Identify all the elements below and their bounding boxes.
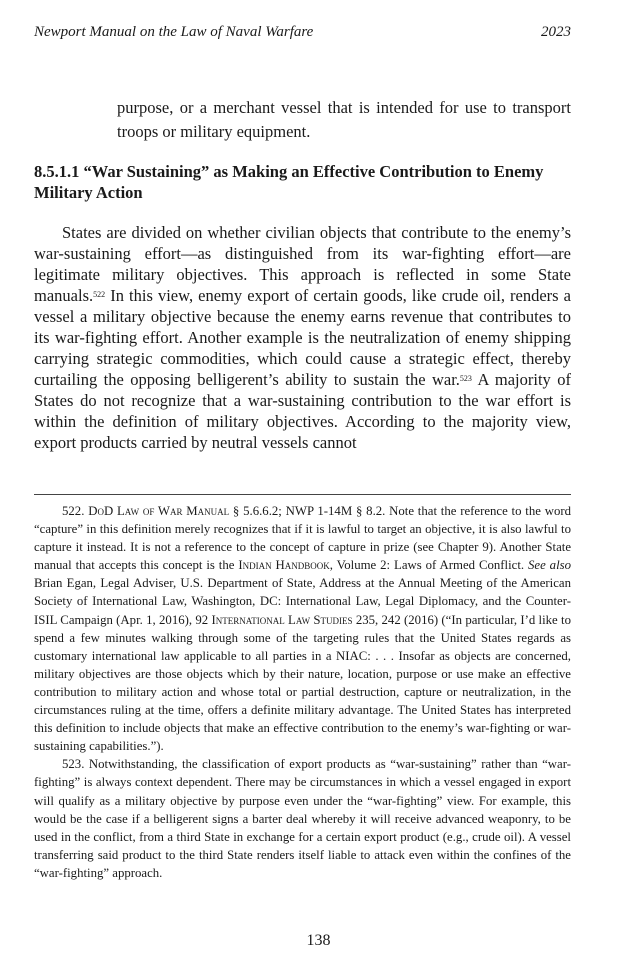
header-title: Newport Manual on the Law of Naval Warfare (34, 24, 314, 40)
footnote-523 (34, 755, 571, 882)
citation-small-caps: DoD Law of War Manual (88, 504, 230, 518)
running-header (34, 24, 571, 41)
footnote-ref-522[interactable]: 522 (93, 290, 106, 299)
footnote-text: Brian Egan, Legal Adviser, U.S. Department of State, Address at the Annual Meeting of the American Society of International Law, Washington, DC: International Law, Legal Diplomacy, and the Counter-ISIL Campaign (Apr. 1, 2016), 92 (34, 576, 571, 627)
footnote-number: 522. (62, 504, 85, 518)
body-text-a: States are divided on whether civilian objects that contribute to the enemy’s war-sustaining effort—as distinguished from its war-fighting effort—are legitimate military objectives. This approach is reflected in some State manuals. (34, 223, 571, 305)
footnote-text: Notwithstanding, the classification of export products as “war-sustaining” rather than “war-fighting” is always context dependent. There may be circumstances in which a vessel engaged in export will qualify as a military objective by purpose even under the “war-fighting” view. For example, this would be the case if a belligerent signs a barter deal whereby it will receive advanced weaponry, to be used in the conflict, from a third State in exchange for a certain export product (e.g., crude oil). A vessel transferring said product to the third State renders itself liable to attack even within the confines of the “war-fighting” approach. (34, 757, 571, 880)
citation-small-caps: International Law Studies (211, 612, 353, 627)
footnotes (34, 502, 571, 882)
footnote-522 (34, 502, 571, 755)
footnote-text: § 5.6.6.2; NWP 1-14M § 8.2. Note that the reference to the word “capture” in this definition merely recognizes that if it is lawful to target an objective, it is also lawful to capture it instead. It is not a reference to the concept of capture in prize (see Chapter 9). Another State manual that accepts this concept is the (34, 504, 572, 573)
header-year: 2023 (541, 24, 571, 40)
footnote-divider (34, 494, 571, 495)
section-heading: 8.5.1.1 “War Sustaining” as Making an Effective Contribution to Enemy Military Action (34, 162, 544, 202)
signal-italic: See also (528, 558, 572, 573)
citation-small-caps: Indian Handbook (238, 558, 330, 573)
body-paragraph (34, 222, 571, 453)
footnote-number: 523. (62, 757, 85, 772)
footnote-ref-523[interactable]: 523 (459, 374, 472, 383)
continued-paragraph: purpose, or a merchant vessel that is intended for use to transport troops or military equipment. (117, 98, 571, 141)
body-text-b: In this view, enemy export of certain goods, like crude oil, renders a vessel a military objective because the enemy earns revenue that contributes to its war-fighting effort. Another example is the neutralization of enemy shipping carrying strategic commodities, which could cause a strategic effect, thereby curtailing the opposing belligerent’s ability to sustain the war. (34, 286, 571, 389)
page-number: 138 (306, 932, 331, 949)
footnote-text: , Volume 2: Laws of Armed Conflict. (329, 558, 528, 573)
body-text-c: A majority of States do not recognize that a war-sustaining contribution to the war effort is within the definition of military objectives. According to the majority view, export products carried by neutral vessels cannot (34, 370, 571, 452)
footnote-text: 235, 242 (2016) (“In particular, I’d like to spend a few minutes walking through some of the targeting rules that the United States regards as customary international law applicable to all parties in a NIAC: . . . Insofar as objects are concerned, military objectives are those objects which by their nature, location, purpose or use make an effective contribution to military action and whose total or partial destruction, capture or neutralization, in the circumstances ruling at the time, offers a definite military advantage. The United States has interpreted this definition to include objects that make an effective contribution to the enemy’s war-fighting or war-sustaining capabilities.”). (34, 612, 571, 754)
